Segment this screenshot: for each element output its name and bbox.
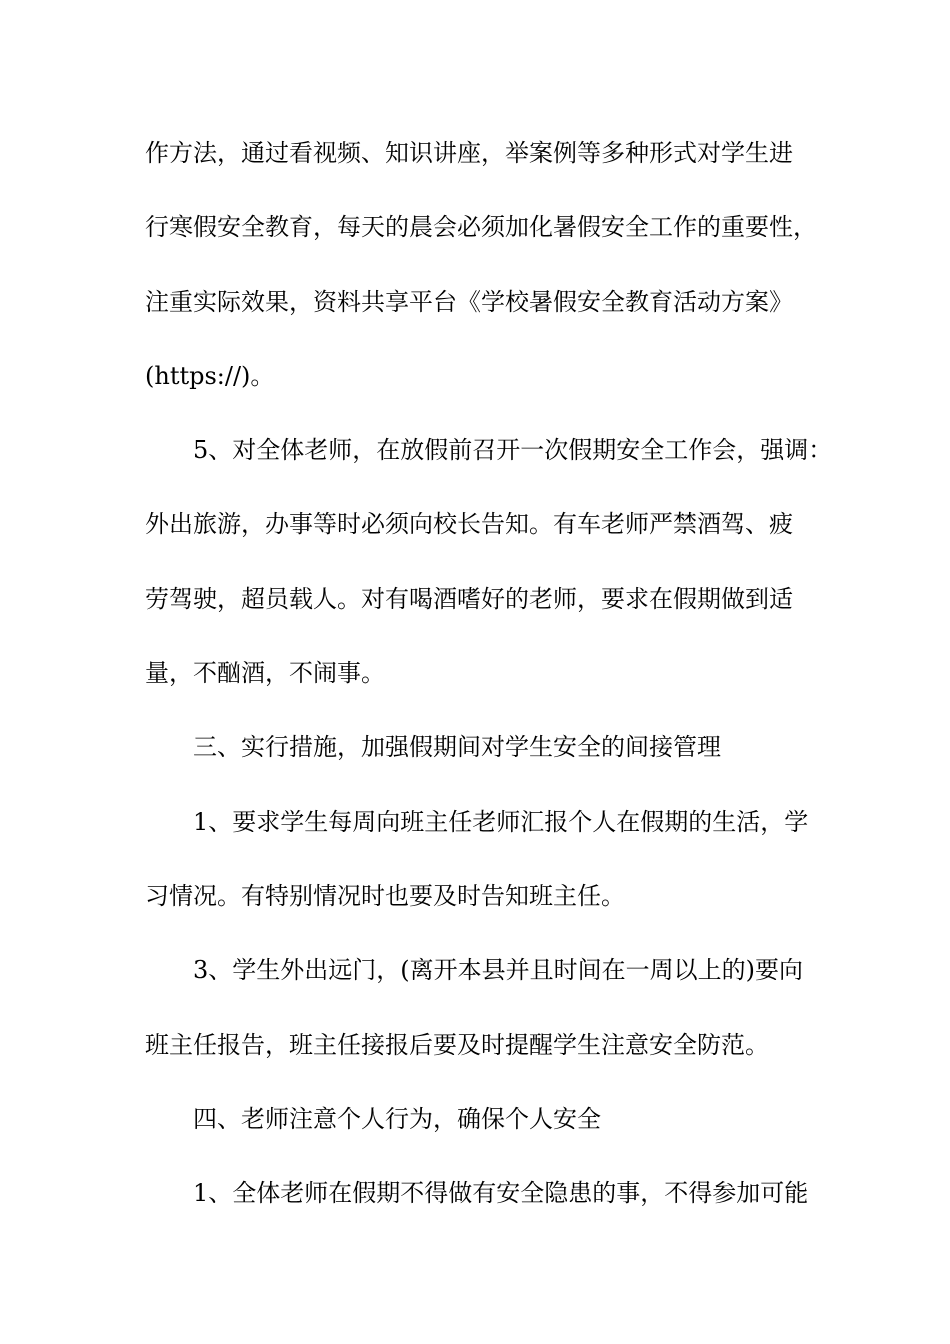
section-heading: 四、老师注意个人行为，确保个人安全 bbox=[193, 1104, 601, 1133]
paragraph-line: 1、全体老师在假期不得做有安全隐患的事，不得参加可能 bbox=[193, 1179, 809, 1208]
paragraph-line: (https://)。 bbox=[145, 361, 275, 390]
paragraph-line: 劳驾驶，超员载人。对有喝酒嗜好的老师，要求在假期做到适 bbox=[145, 584, 793, 613]
paragraph-line: 3、学生外出远门，(离开本县并且时间在一周以上的)要向 bbox=[193, 956, 803, 985]
paragraph-line: 5、对全体老师，在放假前召开一次假期安全工作会，强调： bbox=[193, 436, 833, 465]
paragraph-line: 1、要求学生每周向班主任老师汇报个人在假期的生活，学 bbox=[193, 807, 809, 836]
section-heading: 三、实行措施，加强假期间对学生安全的间接管理 bbox=[193, 733, 721, 762]
paragraph-line: 习情况。有特别情况时也要及时告知班主任。 bbox=[145, 881, 625, 910]
paragraph-line: 注重实际效果，资料共享平台《学校暑假安全教育活动方案》 bbox=[145, 287, 793, 316]
paragraph-line: 班主任报告，班主任接报后要及时提醒学生注意安全防范。 bbox=[145, 1030, 769, 1059]
paragraph-line: 作方法，通过看视频、知识讲座，举案例等多种形式对学生进 bbox=[145, 139, 793, 167]
paragraph-line: 量，不酗酒，不闹事。 bbox=[145, 659, 385, 688]
paragraph-line: 外出旅游，办事等时必须向校长告知。有车老师严禁酒驾、疲 bbox=[145, 510, 793, 539]
paragraph-line: 行寒假安全教育，每天的晨会必须加化暑假安全工作的重要性， bbox=[145, 213, 817, 242]
document-body bbox=[145, 130, 835, 1244]
